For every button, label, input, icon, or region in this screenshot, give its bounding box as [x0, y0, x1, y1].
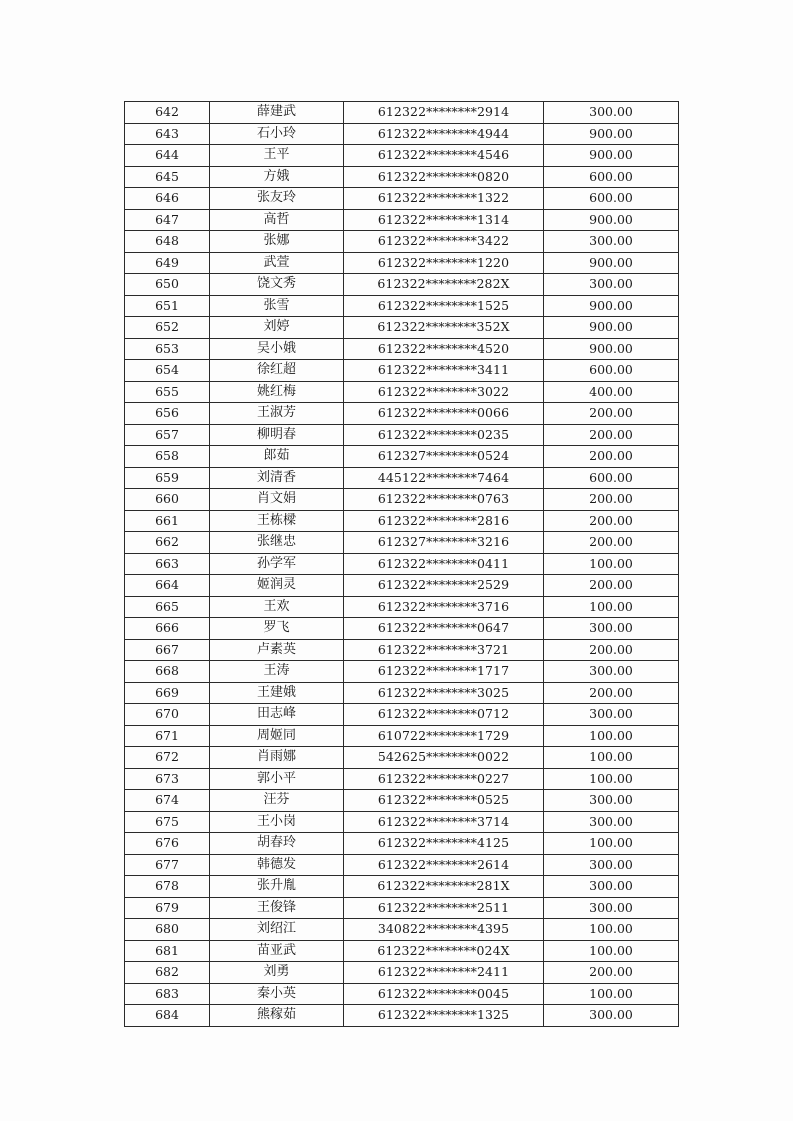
amount-cell: 900.00	[544, 338, 679, 360]
id-number-cell: 612322********4520	[344, 338, 544, 360]
amount-cell: 200.00	[544, 575, 679, 597]
id-number-cell: 612322********2411	[344, 962, 544, 984]
row-number-cell: 655	[125, 381, 210, 403]
table-row	[125, 489, 679, 511]
amount-cell: 100.00	[544, 983, 679, 1005]
name-cell: 柳明春	[210, 424, 344, 446]
name-cell: 徐红超	[210, 360, 344, 382]
row-number-cell: 680	[125, 919, 210, 941]
id-number-cell: 612322********1325	[344, 1005, 544, 1027]
table-row	[125, 360, 679, 382]
table-row	[125, 145, 679, 167]
row-number-cell: 671	[125, 725, 210, 747]
table-row	[125, 876, 679, 898]
name-cell: 薛建武	[210, 102, 344, 124]
id-number-cell: 612322********0045	[344, 983, 544, 1005]
name-cell: 张升胤	[210, 876, 344, 898]
id-number-cell: 612322********3422	[344, 231, 544, 253]
name-cell: 肖文娟	[210, 489, 344, 511]
row-number-cell: 678	[125, 876, 210, 898]
id-number-cell: 612322********282X	[344, 274, 544, 296]
table-row	[125, 725, 679, 747]
table-row	[125, 424, 679, 446]
id-number-cell: 612322********0525	[344, 790, 544, 812]
table-row	[125, 833, 679, 855]
name-cell: 王淑芳	[210, 403, 344, 425]
table-row	[125, 381, 679, 403]
table-row	[125, 252, 679, 274]
row-number-cell: 658	[125, 446, 210, 468]
row-number-cell: 646	[125, 188, 210, 210]
amount-cell: 200.00	[544, 403, 679, 425]
id-number-cell: 612327********0524	[344, 446, 544, 468]
table-row	[125, 102, 679, 124]
name-cell: 高哲	[210, 209, 344, 231]
amount-cell: 300.00	[544, 811, 679, 833]
amount-cell: 300.00	[544, 618, 679, 640]
amount-cell: 200.00	[544, 639, 679, 661]
row-number-cell: 652	[125, 317, 210, 339]
amount-cell: 600.00	[544, 188, 679, 210]
name-cell: 熊稼茹	[210, 1005, 344, 1027]
amount-cell: 100.00	[544, 725, 679, 747]
row-number-cell: 647	[125, 209, 210, 231]
row-number-cell: 665	[125, 596, 210, 618]
name-cell: 王俊锋	[210, 897, 344, 919]
row-number-cell: 643	[125, 123, 210, 145]
table-row	[125, 403, 679, 425]
id-number-cell: 612322********0763	[344, 489, 544, 511]
id-number-cell: 445122********7464	[344, 467, 544, 489]
table-row	[125, 510, 679, 532]
table-row	[125, 682, 679, 704]
table-row	[125, 596, 679, 618]
table-row	[125, 639, 679, 661]
name-cell: 周姬同	[210, 725, 344, 747]
name-cell: 张娜	[210, 231, 344, 253]
amount-cell: 100.00	[544, 747, 679, 769]
row-number-cell: 656	[125, 403, 210, 425]
name-cell: 方娥	[210, 166, 344, 188]
row-number-cell: 659	[125, 467, 210, 489]
name-cell: 王栋樑	[210, 510, 344, 532]
id-number-cell: 612322********1322	[344, 188, 544, 210]
name-cell: 姚红梅	[210, 381, 344, 403]
id-number-cell: 610722********1729	[344, 725, 544, 747]
row-number-cell: 672	[125, 747, 210, 769]
amount-cell: 300.00	[544, 1005, 679, 1027]
row-number-cell: 663	[125, 553, 210, 575]
table-row	[125, 123, 679, 145]
name-cell: 秦小英	[210, 983, 344, 1005]
table-row	[125, 940, 679, 962]
name-cell: 王小岗	[210, 811, 344, 833]
row-number-cell: 650	[125, 274, 210, 296]
table-row	[125, 790, 679, 812]
table-row	[125, 317, 679, 339]
id-number-cell: 612322********3714	[344, 811, 544, 833]
id-number-cell: 612322********2511	[344, 897, 544, 919]
name-cell: 郎茹	[210, 446, 344, 468]
id-number-cell: 542625********0022	[344, 747, 544, 769]
table-row	[125, 897, 679, 919]
name-cell: 石小玲	[210, 123, 344, 145]
id-number-cell: 612322********281X	[344, 876, 544, 898]
amount-cell: 300.00	[544, 661, 679, 683]
amount-cell: 900.00	[544, 209, 679, 231]
amount-cell: 900.00	[544, 252, 679, 274]
table-row	[125, 446, 679, 468]
row-number-cell: 662	[125, 532, 210, 554]
id-number-cell: 612322********3716	[344, 596, 544, 618]
row-number-cell: 684	[125, 1005, 210, 1027]
amount-cell: 600.00	[544, 360, 679, 382]
id-number-cell: 612322********2529	[344, 575, 544, 597]
name-cell: 苗亚武	[210, 940, 344, 962]
amount-cell: 300.00	[544, 102, 679, 124]
amount-cell: 200.00	[544, 962, 679, 984]
amount-cell: 100.00	[544, 596, 679, 618]
row-number-cell: 649	[125, 252, 210, 274]
name-cell: 田志峰	[210, 704, 344, 726]
id-number-cell: 612327********3216	[344, 532, 544, 554]
name-cell: 王平	[210, 145, 344, 167]
amount-cell: 200.00	[544, 446, 679, 468]
table-row	[125, 467, 679, 489]
id-number-cell: 612322********4944	[344, 123, 544, 145]
amount-cell: 300.00	[544, 876, 679, 898]
row-number-cell: 683	[125, 983, 210, 1005]
row-number-cell: 660	[125, 489, 210, 511]
id-number-cell: 612322********2914	[344, 102, 544, 124]
name-cell: 张友玲	[210, 188, 344, 210]
amount-cell: 300.00	[544, 897, 679, 919]
amount-cell: 900.00	[544, 145, 679, 167]
row-number-cell: 666	[125, 618, 210, 640]
row-number-cell: 677	[125, 854, 210, 876]
amount-cell: 100.00	[544, 940, 679, 962]
table-row	[125, 962, 679, 984]
row-number-cell: 661	[125, 510, 210, 532]
amount-cell: 600.00	[544, 467, 679, 489]
table-row	[125, 295, 679, 317]
table-row	[125, 747, 679, 769]
row-number-cell: 645	[125, 166, 210, 188]
table-row	[125, 553, 679, 575]
amount-cell: 300.00	[544, 231, 679, 253]
id-number-cell: 612322********0647	[344, 618, 544, 640]
row-number-cell: 682	[125, 962, 210, 984]
row-number-cell: 644	[125, 145, 210, 167]
name-cell: 刘婷	[210, 317, 344, 339]
row-number-cell: 668	[125, 661, 210, 683]
amount-cell: 100.00	[544, 919, 679, 941]
amount-cell: 900.00	[544, 123, 679, 145]
amount-cell: 200.00	[544, 424, 679, 446]
row-number-cell: 679	[125, 897, 210, 919]
name-cell: 韩德发	[210, 854, 344, 876]
amount-cell: 300.00	[544, 704, 679, 726]
row-number-cell: 675	[125, 811, 210, 833]
name-cell: 刘绍江	[210, 919, 344, 941]
row-number-cell: 670	[125, 704, 210, 726]
name-cell: 郭小平	[210, 768, 344, 790]
id-number-cell: 612322********352X	[344, 317, 544, 339]
name-cell: 张雪	[210, 295, 344, 317]
id-number-cell: 612322********4546	[344, 145, 544, 167]
table-row	[125, 188, 679, 210]
amount-cell: 100.00	[544, 553, 679, 575]
name-cell: 刘勇	[210, 962, 344, 984]
table-row	[125, 854, 679, 876]
table-row	[125, 575, 679, 597]
amount-cell: 200.00	[544, 489, 679, 511]
row-number-cell: 648	[125, 231, 210, 253]
table-row	[125, 618, 679, 640]
amount-cell: 900.00	[544, 295, 679, 317]
name-cell: 王建娥	[210, 682, 344, 704]
id-number-cell: 612322********1525	[344, 295, 544, 317]
table-row	[125, 532, 679, 554]
id-number-cell: 612322********2816	[344, 510, 544, 532]
amount-cell: 100.00	[544, 833, 679, 855]
table-row	[125, 338, 679, 360]
amount-cell: 100.00	[544, 768, 679, 790]
name-cell: 肖雨娜	[210, 747, 344, 769]
table-row	[125, 274, 679, 296]
name-cell: 王涛	[210, 661, 344, 683]
id-number-cell: 612322********0235	[344, 424, 544, 446]
name-cell: 卢素英	[210, 639, 344, 661]
row-number-cell: 653	[125, 338, 210, 360]
amount-cell: 200.00	[544, 532, 679, 554]
amount-cell: 300.00	[544, 274, 679, 296]
id-number-cell: 612322********3025	[344, 682, 544, 704]
name-cell: 吴小娥	[210, 338, 344, 360]
row-number-cell: 664	[125, 575, 210, 597]
name-cell: 姬润灵	[210, 575, 344, 597]
table-row	[125, 209, 679, 231]
row-number-cell: 651	[125, 295, 210, 317]
table-row	[125, 811, 679, 833]
table-row	[125, 983, 679, 1005]
table-row	[125, 704, 679, 726]
amount-cell: 600.00	[544, 166, 679, 188]
table-row	[125, 231, 679, 253]
amount-cell: 900.00	[544, 317, 679, 339]
id-number-cell: 612322********1717	[344, 661, 544, 683]
row-number-cell: 669	[125, 682, 210, 704]
table-row	[125, 166, 679, 188]
id-number-cell: 612322********024X	[344, 940, 544, 962]
table-row	[125, 661, 679, 683]
name-cell: 王欢	[210, 596, 344, 618]
id-number-cell: 612322********1220	[344, 252, 544, 274]
id-number-cell: 612322********4125	[344, 833, 544, 855]
name-cell: 武萱	[210, 252, 344, 274]
id-number-cell: 612322********3411	[344, 360, 544, 382]
table-row	[125, 919, 679, 941]
name-cell: 胡春玲	[210, 833, 344, 855]
id-number-cell: 612322********1314	[344, 209, 544, 231]
name-cell: 张继忠	[210, 532, 344, 554]
id-number-cell: 612322********3022	[344, 381, 544, 403]
id-number-cell: 612322********3721	[344, 639, 544, 661]
roster-table	[124, 101, 679, 1027]
id-number-cell: 612322********0712	[344, 704, 544, 726]
row-number-cell: 642	[125, 102, 210, 124]
table-row	[125, 768, 679, 790]
roster-table-body	[125, 102, 679, 1027]
row-number-cell: 674	[125, 790, 210, 812]
name-cell: 刘清香	[210, 467, 344, 489]
amount-cell: 300.00	[544, 790, 679, 812]
name-cell: 孙学军	[210, 553, 344, 575]
id-number-cell: 612322********0820	[344, 166, 544, 188]
row-number-cell: 676	[125, 833, 210, 855]
row-number-cell: 681	[125, 940, 210, 962]
row-number-cell: 667	[125, 639, 210, 661]
id-number-cell: 612322********0227	[344, 768, 544, 790]
amount-cell: 400.00	[544, 381, 679, 403]
name-cell: 饶文秀	[210, 274, 344, 296]
id-number-cell: 340822********4395	[344, 919, 544, 941]
row-number-cell: 654	[125, 360, 210, 382]
amount-cell: 200.00	[544, 510, 679, 532]
name-cell: 汪芬	[210, 790, 344, 812]
row-number-cell: 673	[125, 768, 210, 790]
amount-cell: 300.00	[544, 854, 679, 876]
id-number-cell: 612322********2614	[344, 854, 544, 876]
id-number-cell: 612322********0066	[344, 403, 544, 425]
id-number-cell: 612322********0411	[344, 553, 544, 575]
table-row	[125, 1005, 679, 1027]
amount-cell: 200.00	[544, 682, 679, 704]
row-number-cell: 657	[125, 424, 210, 446]
name-cell: 罗飞	[210, 618, 344, 640]
